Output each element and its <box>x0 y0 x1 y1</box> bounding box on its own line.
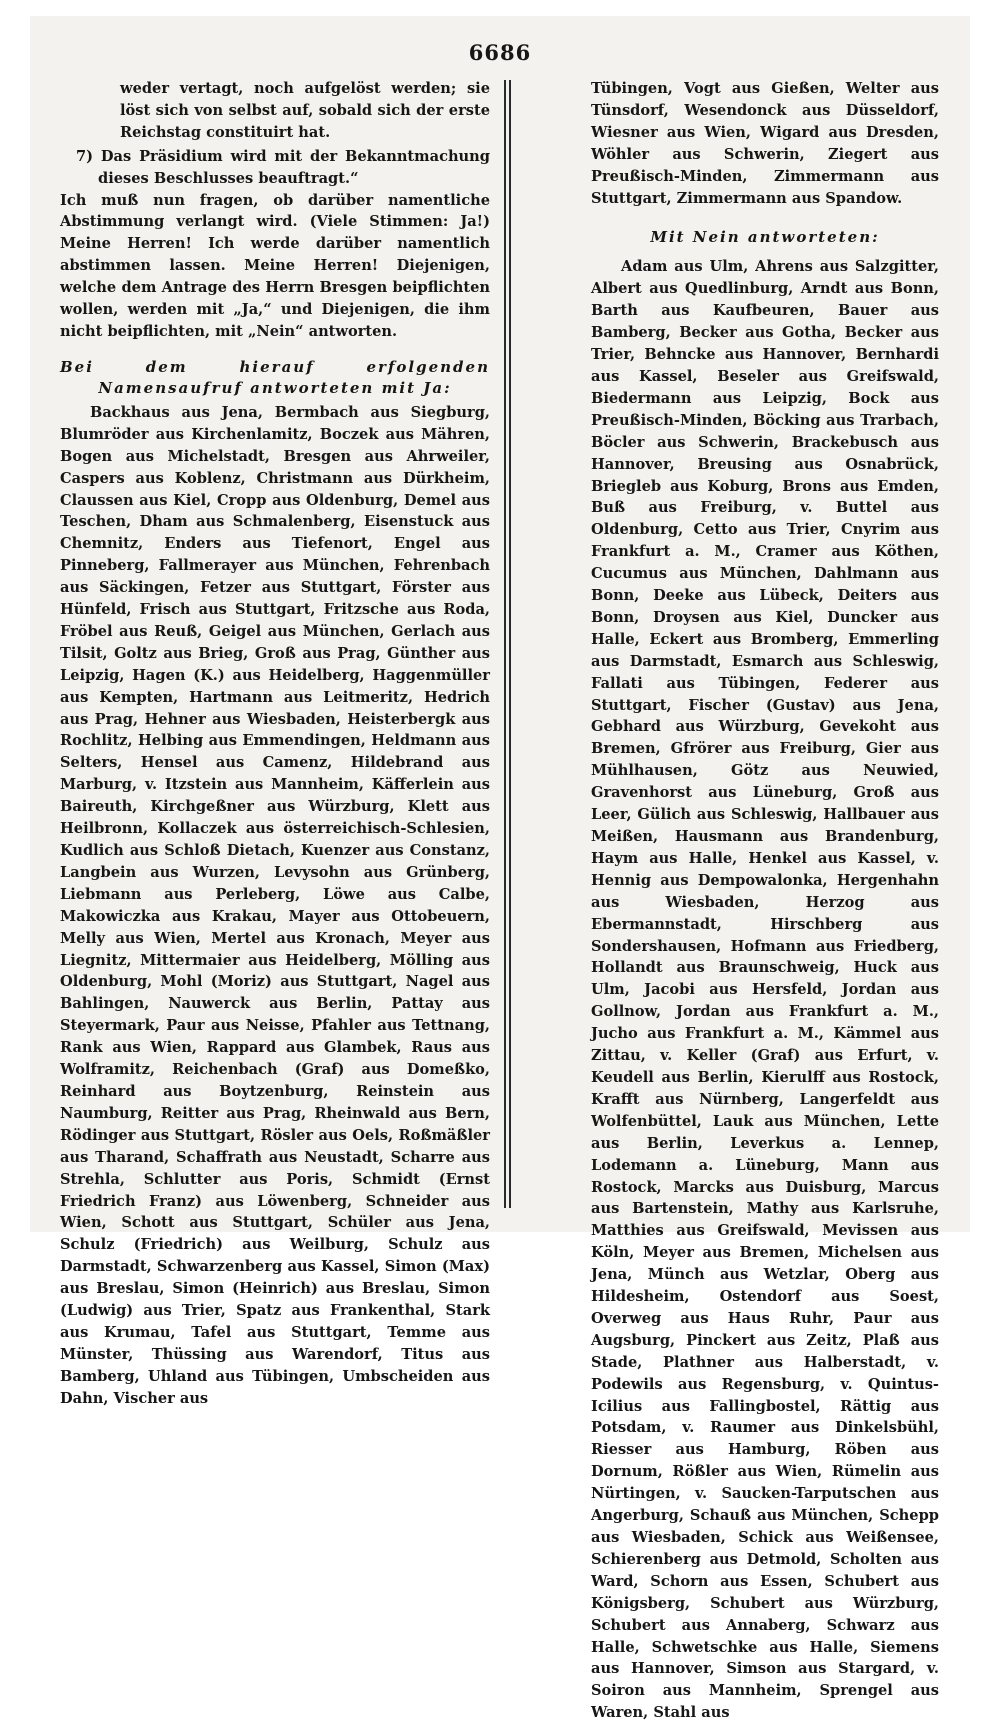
president-statement: Ich muß nun fragen, ob darüber namentliche Abstimmung verlangt wird. (Viele Stimmen: Ja!) Meine Herren! Ich werde darüber namentlich abstimmen lassen. Meine Herren! Diejenigen, welche dem Antrage des Herrn Bresgen beipflichten wollen, werden mit „Ja,“ und Diejenigen, die ihm nicht beipflichten, mit „Nein“ antworten. <box>60 191 490 340</box>
yes-votes-heading: Bei dem hierauf erfolgenden Namensaufruf antworteten mit Ja: <box>60 357 490 397</box>
no-votes-heading: Mit Nein antworteten: <box>650 228 880 247</box>
right-column <box>591 78 939 1722</box>
no-votes-names: Adam aus Ulm, Ahrens aus Salzgitter, Albert aus Quedlinburg, Arndt aus Bonn, Barth aus Kaufbeuren, Bauer aus Bamberg, Becker aus Gotha, Becker aus Trier, Behncke aus Hannover, Bernhardi aus Kassel, Beseler aus Greifswald, Biedermann aus Leipzig, Bock aus Preußisch-Minden, Böcking aus Trarbach, Böcler aus Schwerin, Brackebusch aus Hannover, Breusing aus Osnabrück, Briegleb aus Koburg, Brons aus Emden, Buß aus Freiburg, v. Buttel aus Oldenburg, Cetto aus Trier, Cnyrim aus Frankfurt a. M., Cramer aus Köthen, Cucumus aus München, Dahlmann aus Bonn, Deeke aus Lübeck, Deiters aus Bonn, Droysen aus Kiel, Duncker aus Halle, Eckert aus Bromberg, Emmerling aus Darmstadt, Esmarch aus Schleswig, Fallati aus Tübingen, Federer aus Stuttgart, Fischer (Gustav) aus Jena, Gebhard aus Würzburg, Gevekoht aus Bremen, Gfrörer aus Freiburg, Gier aus Mühlhausen, Götz aus Neuwied, Gravenhorst aus Lüneburg, Groß aus Leer, Gülich aus Schleswig, Hallbauer aus Meißen, Hausmann aus Brandenburg, Haym aus Halle, Henkel aus Kassel, v. Hennig aus Dempowalonka, Hergenhahn aus Wiesbaden, Herzog aus Ebermannstadt, Hirschberg aus Sondershausen, Hofmann aus Friedberg, Hollandt aus Braunschweig, Huck aus Ulm, Jacobi aus Hersfeld, Jordan aus Gollnow, Jordan aus Frankfurt a. M., Jucho aus Frankfurt a. M., Kämmel aus Zittau, v. Keller (Graf) aus Erfurt, v. Keudell aus Berlin, Kierulff aus Rostock, Krafft aus Nürnberg, Langerfeldt aus Wolfenbüttel, Lauk aus München, Lette aus Berlin, Leverkus a. Lennep, Lodemann a. Lüneburg, Mann aus Rostock, Marcks aus Duisburg, Marcus aus Bartenstein, Mathy aus Karlsruhe, Matthies aus Greifswald, Mevissen aus Köln, Meyer aus Bremen, Michelsen aus Jena, Münch aus Wetzlar, Oberg aus Hildesheim, Ostendorf aus Soest, Overweg aus Haus Ruhr, Paur aus Augsburg, Pinckert aus Zeitz, Plaß aus Stade, Plathner aus Halberstadt, v. Podewils aus Regensburg, v. Quintus-Icilius aus Fallingbostel, Rättig aus Potsdam, v. Raumer aus Dinkelsbühl, Riesser aus Hamburg, Röben aus Dornum, Rößler aus Wien, Rümelin aus Nürtingen, v. Saucken-Tarputschen aus Angerburg, Schauß aus München, Schepp aus Wiesbaden, Schick aus Weißensee, Schierenberg aus Detmold, Scholten aus Ward, Schorn aus Essen, Schubert aus Königsberg, Schubert aus Würzburg, Schubert aus Annaberg, Schwarz aus Halle, Schwetschke aus Halle, Siemens aus Hannover, Simson aus Stargard, v. Soiron aus Mannheim, Sprengel aus Waren, Stahl aus <box>591 258 939 1722</box>
list-item-7: 7) Das Präsidium wird mit der Bekanntmachung dieses Beschlusses beauftragt.“ <box>76 147 490 187</box>
column-divider <box>504 80 506 1208</box>
left-column <box>60 78 490 1407</box>
page-number: 6686 <box>468 40 532 65</box>
yes-votes-names: Backhaus aus Jena, Bermbach aus Siegburg, Blumröder aus Kirchenlamitz, Boczek aus Mähren, Bogen aus Michelstadt, Bresgen aus Ahrweiler, Caspers aus Koblenz, Christmann aus Dürkheim, Claussen aus Kiel, Cropp aus Oldenburg, Demel aus Teschen, Dham aus Schmalenberg, Eisenstuck aus Chemnitz, Enders aus Tiefenort, Engel aus Pinneberg, Fallmerayer aus München, Fehrenbach aus Säckingen, Fetzer aus Stuttgart, Förster aus Hünfeld, Frisch aus Stuttgart, Fritzsche aus Roda, Fröbel aus Reuß, Geigel aus München, Gerlach aus Tilsit, Goltz aus Brieg, Groß aus Prag, Günther aus Leipzig, Hagen (K.) aus Heidelberg, Haggenmüller aus Kempten, Hartmann aus Leitmeritz, Hedrich aus Prag, Hehner aus Wiesbaden, Heisterbergk aus Rochlitz, Helbing aus Emmendingen, Heldmann aus Selters, Hensel aus Camenz, Hildebrand aus Marburg, v. Itzstein aus Mannheim, Käfferlein aus Baireuth, Kirchgeßner aus Würzburg, Klett aus Heilbronn, Kollaczek aus österreichisch-Schlesien, Kudlich aus Schloß Dietach, Kuenzer aus Constanz, Langbein aus Wurzen, Levysohn aus Grünberg, Liebmann aus Perleberg, Löwe aus Calbe, Makowiczka aus Krakau, Mayer aus Ottobeuern, Melly aus Wien, Mertel aus Kronach, Meyer aus Liegnitz, Mittermaier aus Heidelberg, Mölling aus Oldenburg, Mohl (Moriz) aus Stuttgart, Nagel aus Bahlingen, Nauwerck aus Berlin, Pattay aus Steyermark, Paur aus Neisse, Pfahler aus Tettnang, Rank aus Wien, Rappard aus Glambek, Raus aus Wolframitz, Reichenbach (Graf) aus Domeßko, Reinhard aus Boytzenburg, Reinstein aus Naumburg, Reitter aus Prag, Rheinwald aus Bern, Rödinger aus Stuttgart, Rösler aus Oels, Roßmäßler aus Tharand, Schaffrath aus Neustadt, Scharre aus Strehla, Schlutter aus Poris, Schmidt (Ernst Friedrich Franz) aus Löwenberg, Schneider aus Wien, Schott aus Stuttgart, Schüler aus Jena, Schulz (Friedrich) aus Weilburg, Schulz aus Darmstadt, Schwarzenberg aus Kassel, Simon (Max) aus Breslau, Simon (Heinrich) aus Breslau, Simon (Ludwig) aus Trier, Spatz aus Frankenthal, Stark aus Krumau, Tafel aus Stuttgart, Temme aus Münster, Thüssing aus Warendorf, Titus aus Bamberg, Uhland aus Tübingen, Umbscheiden aus Dahn, Vischer aus <box>60 403 490 1407</box>
continued-text: weder vertagt, noch aufgelöst werden; sie löst sich von selbst auf, sobald sich der erste Reichstag constituirt hat. <box>120 80 490 141</box>
yes-votes-names-continued: Tübingen, Vogt aus Gießen, Welter aus Tünsdorf, Wesendonck aus Düsseldorf, Wiesner aus Wien, Wigard aus Dresden, Wöhler aus Schwerin, Ziegert aus Preußisch-Minden, Zimmermann aus Stuttgart, Zimmermann aus Spandow. <box>591 80 939 207</box>
column-divider-second <box>509 80 511 1208</box>
